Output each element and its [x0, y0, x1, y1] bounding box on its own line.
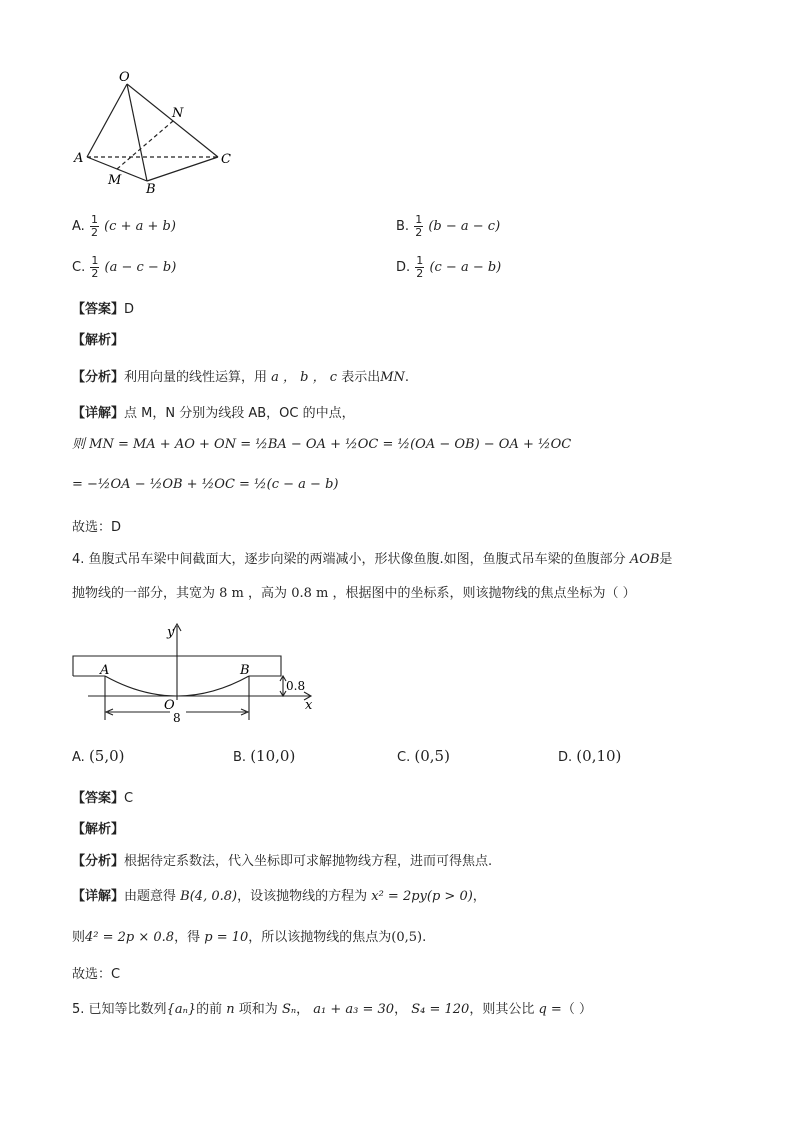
detail-text: ，得 [174, 930, 201, 945]
detail-text: 由题意得 [124, 889, 177, 904]
q5-stem [72, 998, 592, 1017]
frac-den: 2 [91, 267, 99, 280]
frac-num: 1 [416, 254, 424, 267]
option-value: (5,0) [88, 747, 125, 765]
answer-value: D [124, 302, 135, 317]
q3-fenxi: 【分析】利用向量的线性运算，用 a ， b ， c 表示出MN. [72, 370, 410, 385]
condition-2: S₄ = 120 [411, 1002, 470, 1017]
q3-option-d [396, 255, 501, 280]
q4-option-b [233, 747, 295, 765]
stem-text: ， [296, 1002, 310, 1017]
detail-text: 则 [72, 930, 86, 945]
tetrahedron-figure [70, 66, 240, 196]
substitution: 4² = 2p × 0.8 [85, 930, 175, 945]
q3-answer [72, 298, 134, 317]
detail-text: 点 M，N 分别为线段 AB，OC 的中点， [124, 406, 355, 421]
q3-detail [72, 402, 355, 421]
q3-option-c [72, 255, 176, 280]
answer-value: C [124, 791, 134, 806]
detail-text: ，所以该抛物线的焦点为 [248, 930, 392, 945]
detail-tag: 【详解】 [72, 406, 125, 421]
stem-text: 抛物线的一部分，其宽为 [72, 586, 216, 601]
option-letter: A. [72, 219, 85, 234]
option-value: (0,5) [414, 747, 450, 765]
frac-den: 2 [415, 226, 423, 239]
label-B: B [240, 663, 250, 678]
option-letter: D. [558, 750, 573, 765]
option-expr: (a − c − b) [104, 260, 177, 275]
q4-stem-line1 [72, 548, 672, 567]
stem-var: AOB [629, 552, 660, 567]
option-letter: A. [72, 750, 85, 765]
beam-figure [60, 616, 330, 728]
label-A: A [74, 151, 84, 166]
fenxi-tag: 【分析】 [72, 370, 125, 385]
frac-num: 1 [415, 213, 423, 226]
stem-height: 0.8 m [291, 586, 329, 601]
q4-option-d [558, 747, 621, 765]
q3-analysis-tag: 【解析】 [72, 333, 125, 348]
fenxi-tag: 【分析】 [72, 854, 125, 869]
option-value: (10,0) [250, 747, 296, 765]
detail-text: ，设该抛物线的方程为 [237, 889, 368, 904]
point-b: B(4, 0.8) [180, 889, 238, 904]
fenxi-vars: a ， b ， c [271, 370, 338, 385]
stem-width: 8 m [219, 586, 244, 601]
stem-text: ，根据图中的坐标系，则该抛物线的焦点坐标为（ ） [332, 586, 636, 601]
label-M: M [108, 173, 122, 188]
q4-answer [72, 787, 133, 806]
q4-fenxi [72, 850, 492, 869]
q4-option-c [397, 747, 450, 765]
var-n: n [226, 1002, 235, 1017]
label-B: B [146, 182, 156, 196]
answer-tag: 【答案】 [72, 302, 125, 317]
option-letter: C. [72, 260, 86, 275]
frac-num: 1 [91, 254, 99, 267]
stem-text: 项和为 [238, 1002, 278, 1017]
option-letter: B. [233, 750, 247, 765]
stem-text: （ ） [561, 1002, 592, 1017]
option-letter: C. [397, 750, 411, 765]
vector-mn: MN [380, 370, 405, 385]
focus-value: (0,5). [391, 930, 427, 945]
q3-derivation-line1: 则 MN = MA + AO + ON = ½BA − OA + ½OC = ½(OA − OB) − OA + ½OC [72, 437, 572, 452]
stem-text: ，高为 [248, 586, 288, 601]
q4-detail-line2 [72, 926, 426, 945]
frac-den: 2 [416, 267, 424, 280]
p-value: p = 10 [204, 930, 249, 945]
fenxi-end: 表示出 [341, 370, 381, 385]
fenxi-text: 根据待定系数法，代入坐标即可求解抛物线方程，进而可得焦点. [124, 854, 493, 869]
option-letter: B. [396, 219, 410, 234]
frac-num: 1 [90, 213, 98, 226]
sequence: {aₙ} [166, 1002, 197, 1017]
condition-1: a₁ + a₃ = 30 [313, 1002, 395, 1017]
parabola-equation: x² = 2py(p > 0) [371, 889, 473, 904]
option-value: (0,10) [576, 747, 622, 765]
q3-derivation-line2: = −½OA − ½OB + ½OC = ½(c − a − b) [72, 477, 339, 492]
q4-option-a [72, 747, 125, 765]
label-width: 8 [173, 711, 181, 725]
q4-stem-line2 [72, 582, 636, 601]
detail-tag: 【详解】 [72, 889, 125, 904]
label-height: 0.8 [286, 679, 306, 693]
label-C: C [221, 152, 231, 167]
option-letter: D. [396, 260, 411, 275]
stem-text: ， [394, 1002, 408, 1017]
q4-choose: 故选：C [72, 967, 121, 982]
q3-option-b [396, 214, 500, 239]
label-N: N [172, 106, 184, 121]
q4-analysis-tag: 【解析】 [72, 822, 125, 837]
option-expr: (c + a + b) [104, 219, 176, 234]
stem-text: 5. 已知等比数列 [72, 1002, 167, 1017]
fenxi-text: 利用向量的线性运算，用 [124, 370, 268, 385]
label-x: x [305, 698, 313, 713]
stem-text: 4. 鱼腹式吊车梁中间截面大，逐步向梁的两端减小，形状像鱼腹.如图，鱼腹式吊车梁的鱼腹部分 [72, 552, 626, 567]
label-A: A [100, 663, 110, 678]
q4-detail [72, 885, 486, 904]
stem-text: 的前 [196, 1002, 223, 1017]
frac-den: 2 [90, 226, 98, 239]
sum-sn: Sₙ [281, 1002, 297, 1017]
stem-end: 是 [659, 552, 673, 567]
label-O: O [164, 698, 175, 713]
ratio-q: q = [538, 1002, 562, 1017]
q3-choose: 故选：D [72, 520, 122, 535]
detail-text: ， [472, 889, 486, 904]
stem-text: ，则其公比 [469, 1002, 535, 1017]
option-expr: (c − a − b) [429, 260, 502, 275]
q3-option-a [72, 214, 176, 239]
option-expr: (b − a − c) [428, 219, 501, 234]
answer-tag: 【答案】 [72, 791, 125, 806]
label-O: O [119, 70, 130, 85]
label-y: y [167, 625, 175, 640]
